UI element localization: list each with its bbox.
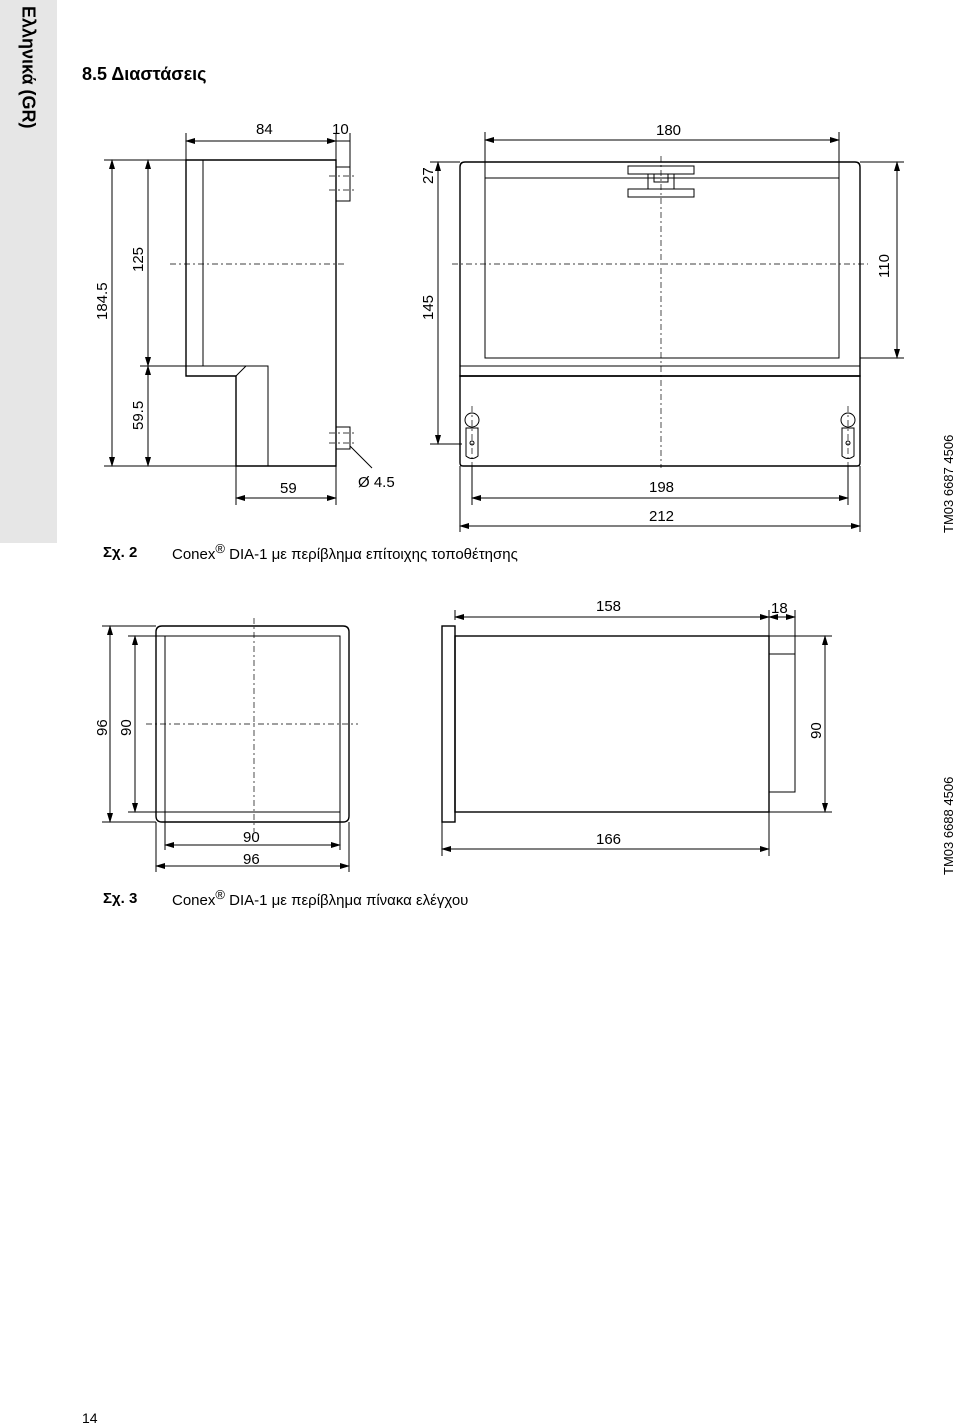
fig2-front-view: [430, 132, 904, 532]
language-label: Ελληνικά (GR): [18, 6, 39, 129]
figure-3-caption: [172, 887, 468, 909]
dim-145: 145: [420, 294, 437, 320]
dim-166: 166: [596, 831, 622, 848]
dim-10: 10: [332, 121, 349, 138]
dim-27: 27: [420, 167, 437, 184]
dim-198: 198: [649, 479, 675, 496]
dim-90-horizontal: 90: [243, 829, 260, 846]
fig2-side-view: [104, 133, 372, 505]
dim-180: 180: [656, 122, 682, 139]
figure-3-number: Σχ. 3: [103, 890, 138, 907]
dim-84: 84: [256, 121, 273, 138]
dim-59: 59: [280, 480, 297, 497]
figure-2-tm-code: TM03 6687 4506: [941, 434, 956, 533]
page-number: 14: [82, 1410, 98, 1426]
registered-mark: ®: [215, 541, 225, 556]
dim-90-right: 90: [808, 722, 825, 739]
section-title: 8.5 Διαστάσεις: [82, 64, 207, 84]
dim-hole-diameter: Ø 4.5: [358, 474, 395, 491]
registered-mark: ®: [215, 887, 225, 902]
figure-3-tm-code: TM03 6688 4506: [941, 776, 956, 875]
dim-125: 125: [130, 246, 147, 272]
dim-96-vertical: 96: [94, 719, 111, 736]
dim-90-vertical: 90: [118, 719, 135, 736]
figure-2-number: Σχ. 2: [103, 544, 138, 561]
dim-59-5: 59.5: [130, 400, 147, 430]
figure-2-caption-text: DIA-1 με περίβλημα επίτοιχης τοποθέτησης: [229, 546, 518, 563]
dim-18: 18: [771, 600, 788, 617]
dim-158: 158: [596, 598, 622, 615]
figure-2-caption: [172, 541, 518, 563]
figure-3-brand: Conex: [172, 892, 216, 909]
figure-3-caption-text: DIA-1 με περίβλημα πίνακα ελέγχου: [229, 892, 469, 909]
fig3-front-view: [102, 618, 358, 872]
dim-110: 110: [876, 254, 893, 278]
fig3-side-view: [442, 610, 832, 856]
dim-212: 212: [649, 508, 675, 525]
dim-184-5: 184.5: [94, 282, 111, 320]
dim-96-horizontal: 96: [243, 851, 260, 868]
figure-2-brand: Conex: [172, 546, 216, 563]
